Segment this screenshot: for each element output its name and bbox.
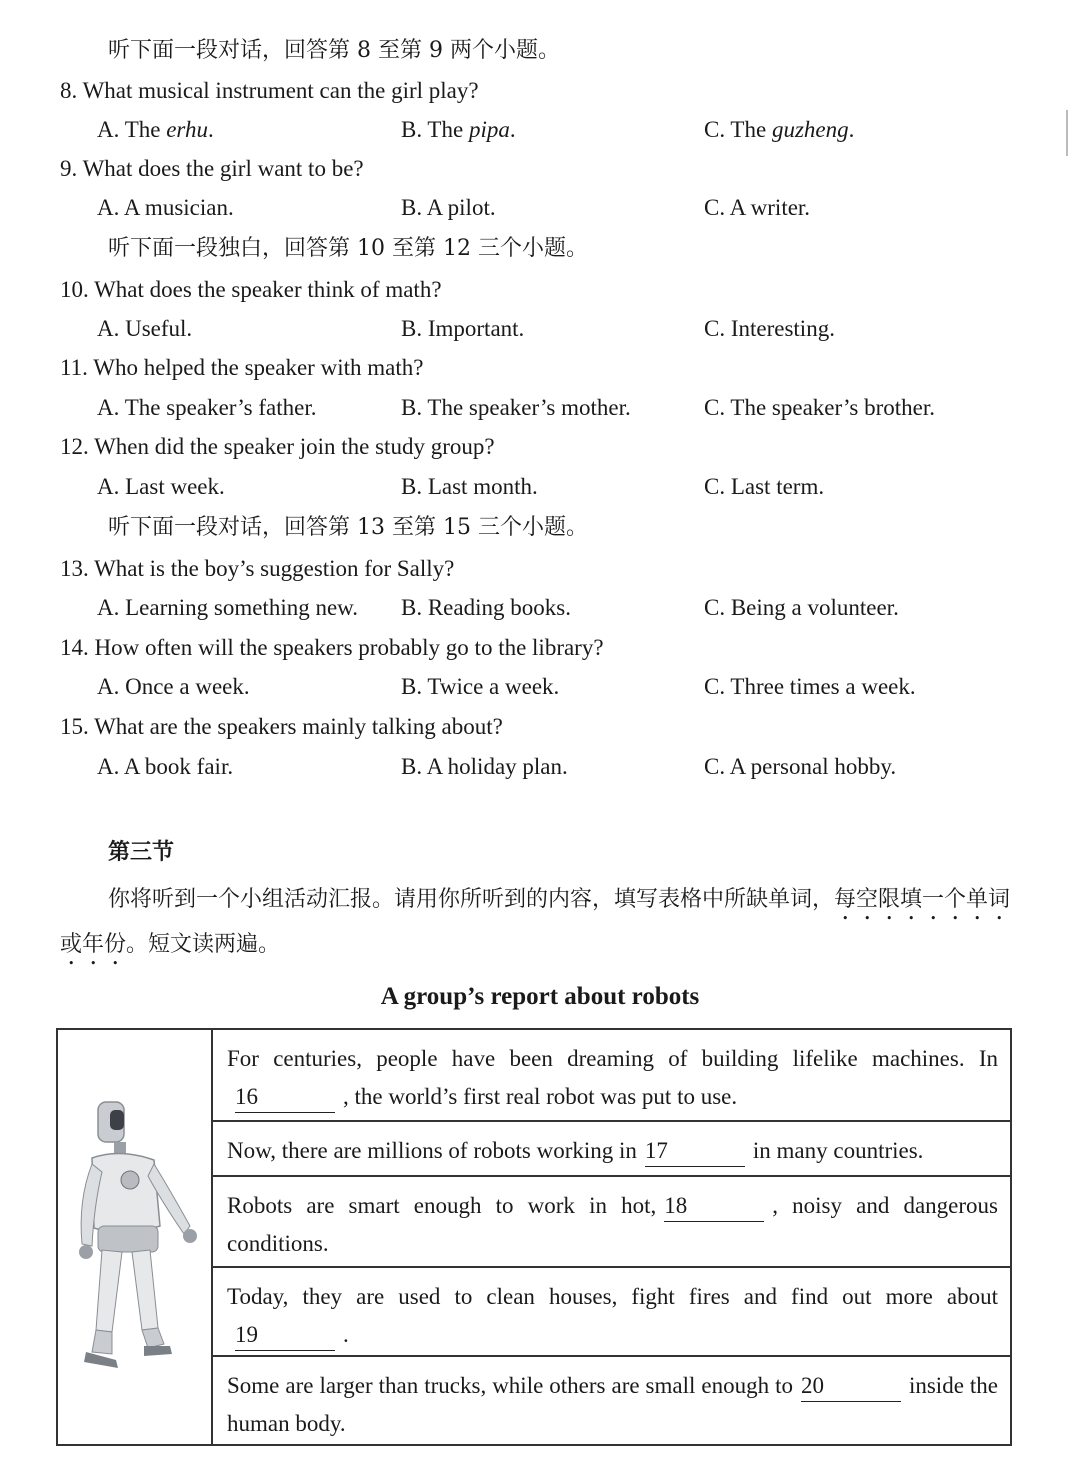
option-9c[interactable]: C. A writer. (704, 195, 811, 220)
robot-illustration-cell (58, 1030, 213, 1444)
option-13b[interactable]: B. Reading books. (401, 595, 571, 620)
table-row (213, 1357, 1010, 1444)
row-text: . (343, 1322, 349, 1347)
option-15a[interactable]: A. A book fair. (97, 754, 234, 779)
option-14c[interactable]: C. Three times a week. (704, 674, 916, 699)
blank-20[interactable]: 20 (801, 1371, 901, 1402)
option-14b[interactable]: B. Twice a week. (401, 674, 560, 699)
table-row (213, 1030, 1010, 1122)
option-8c[interactable] (704, 115, 854, 145)
option-10c[interactable]: C. Interesting. (704, 316, 835, 341)
table-row (213, 1177, 1010, 1268)
option-8a-prefix: A. The (97, 117, 167, 142)
table-row (213, 1122, 1010, 1177)
option-8a-suffix: . (207, 117, 214, 142)
option-8b[interactable] (401, 115, 516, 145)
row-text: Today, they are used to clean houses, fight fires and find out more about (227, 1284, 998, 1309)
blank-18[interactable]: 18 (664, 1191, 764, 1222)
row-text: For centuries, people have been dreaming of building lifelike machines. In (227, 1046, 998, 1071)
option-8b-suffix: . (509, 117, 516, 142)
row-text: inside the human body. (227, 1373, 998, 1436)
question-12: 12. When did the speaker join the study group? (60, 434, 495, 459)
instruction-emphasis: 每空限填一个单词或年份 (60, 887, 1011, 957)
option-12b[interactable]: B. Last month. (401, 474, 538, 499)
option-9a[interactable]: A. A musician. (97, 195, 234, 220)
row-text: in many countries. (752, 1138, 924, 1163)
section-intro-10-12: 听下面一段独白，回答第 10 至第 12 三个小题。 (108, 236, 588, 261)
option-9b[interactable]: B. A pilot. (401, 195, 496, 220)
option-11a[interactable]: A. The speaker’s father. (97, 395, 317, 420)
question-13: 13. What is the boy’s suggestion for Sally? (60, 556, 455, 581)
section-intro-8-9: 听下面一段对话，回答第 8 至第 9 两个小题。 (108, 38, 560, 63)
question-9: 9. What does the girl want to be? (60, 156, 364, 181)
row-text: , noisy and dangerous conditions. (227, 1193, 998, 1256)
option-15c[interactable]: C. A personal hobby. (704, 754, 897, 779)
blank-17[interactable]: 17 (645, 1136, 745, 1167)
option-8b-prefix: B. The (401, 117, 469, 142)
option-13a[interactable]: A. Learning something new. (97, 595, 359, 620)
question-15: 15. What are the speakers mainly talking about? (60, 714, 503, 739)
row-text: Now, there are millions of robots working in (227, 1138, 637, 1163)
row-text: Some are larger than trucks, while others are small enough to (227, 1373, 793, 1398)
section-3-instruction (60, 880, 1020, 970)
robot-illustration (58, 1030, 211, 1444)
option-10b[interactable]: B. Important. (401, 316, 525, 341)
scan-edge-mark (1066, 110, 1068, 156)
option-12c[interactable]: C. Last term. (704, 474, 825, 499)
option-8c-suffix: . (848, 117, 855, 142)
question-8: 8. What musical instrument can the girl play? (60, 78, 479, 103)
option-8c-term: guzheng (771, 117, 849, 142)
option-8a[interactable] (97, 115, 214, 145)
option-11c[interactable]: C. The speaker’s brother. (704, 395, 936, 420)
question-10: 10. What does the speaker think of math? (60, 277, 442, 302)
section-intro-13-15: 听下面一段对话，回答第 13 至第 15 三个小题。 (108, 515, 588, 540)
option-8a-term: erhu (166, 117, 208, 142)
row-text: Robots are smart enough to work in hot, (227, 1193, 657, 1218)
option-10a[interactable]: A. Useful. (97, 316, 193, 341)
option-8b-term: pipa (468, 117, 510, 142)
row-text: , the world’s first real robot was put to use. (343, 1084, 738, 1109)
instruction-tail: 。短文读两遍。 (126, 932, 281, 957)
table-title: A group’s report about robots (380, 983, 700, 1010)
option-12a[interactable]: A. Last week. (97, 474, 225, 499)
section-3-heading: 第三节 (108, 840, 175, 865)
instruction-text: 你将听到一个小组活动汇报。请用你所听到的内容，填写表格中所缺单词， (108, 887, 835, 912)
option-8c-prefix: C. The (704, 117, 772, 142)
question-14: 14. How often will the speakers probably go to the library? (60, 635, 604, 660)
option-14a[interactable]: A. Once a week. (97, 674, 250, 699)
option-11b[interactable]: B. The speaker’s mother. (401, 395, 631, 420)
blank-16[interactable]: 16 (235, 1082, 335, 1113)
question-11: 11. Who helped the speaker with math? (60, 355, 424, 380)
table-row (213, 1268, 1010, 1357)
blank-19[interactable]: 19 (235, 1320, 335, 1351)
option-15b[interactable]: B. A holiday plan. (401, 754, 568, 779)
option-13c[interactable]: C. Being a volunteer. (704, 595, 899, 620)
report-table (56, 1028, 1012, 1446)
